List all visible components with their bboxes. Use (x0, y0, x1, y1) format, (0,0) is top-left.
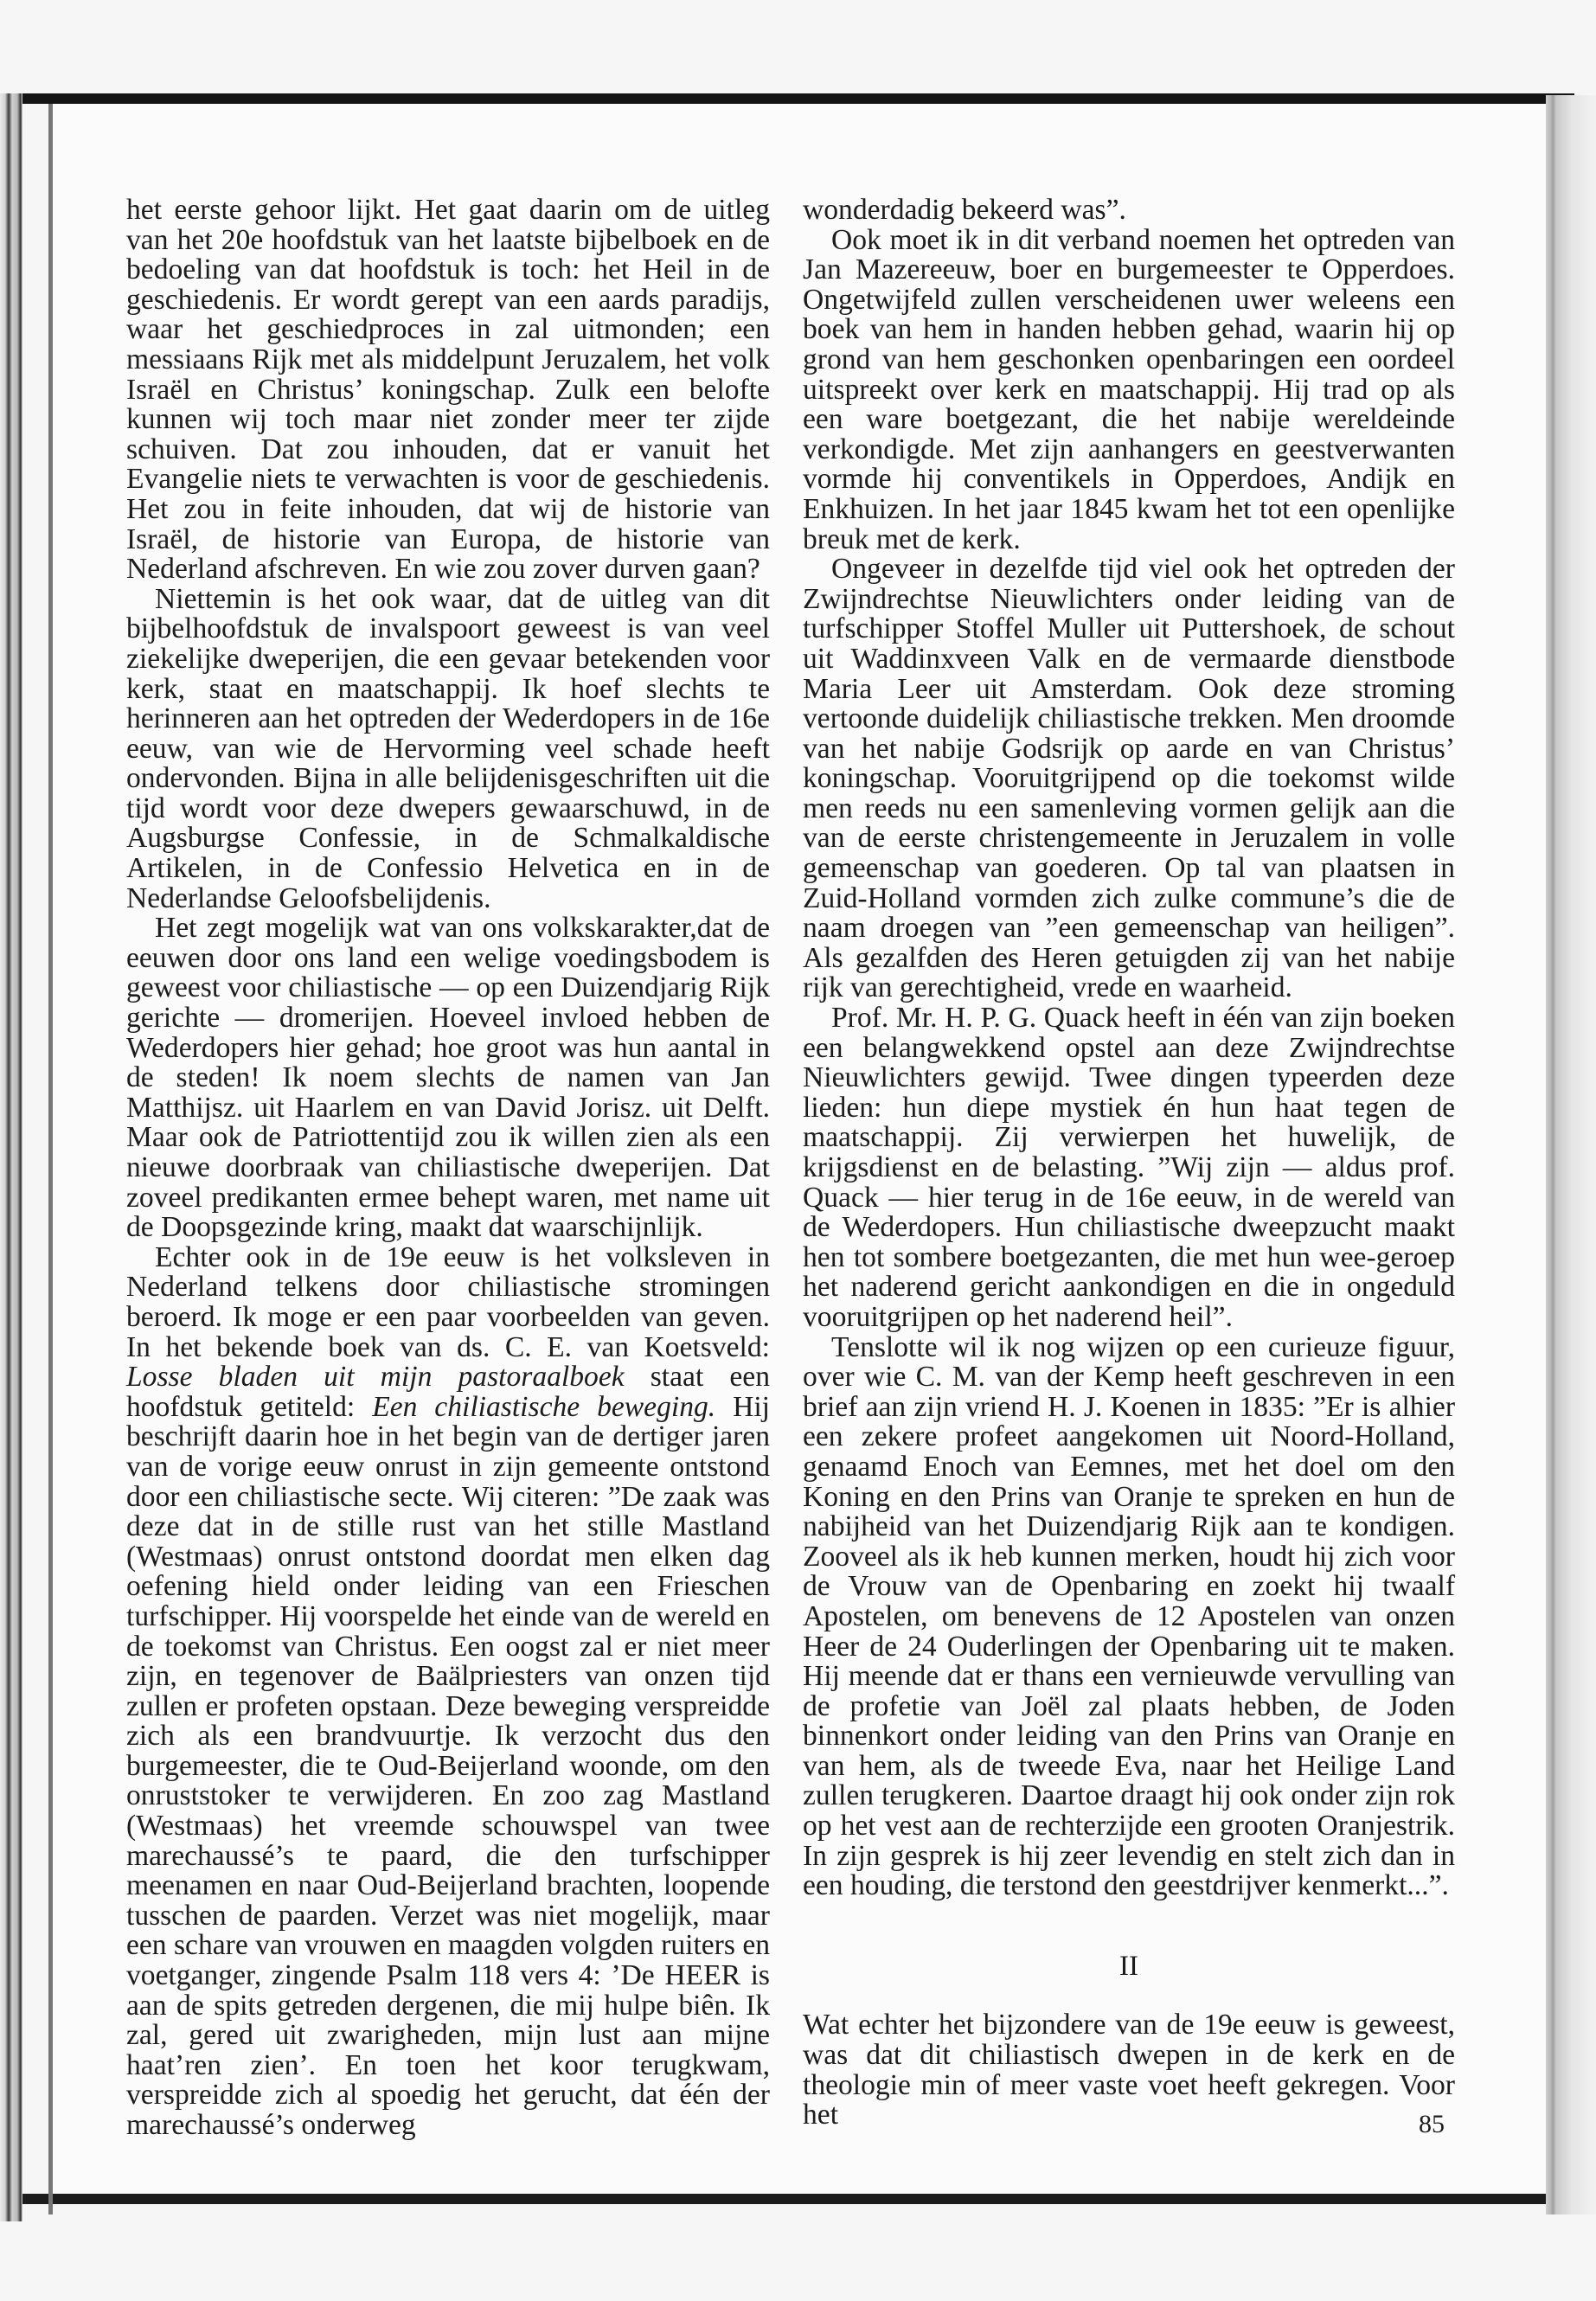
book-title: Losse bladen uit mijn pastoraalboek (126, 1361, 625, 1394)
right-paragraph-4: Prof. Mr. H. P. G. Quack heeft in één van zijn boeken een belangwekkend opstel aan deze Zwijndrechtse Nieuwlichters gewijd. Twee dingen typeerden deze lieden: hun diepe mystiek én hun haat tegen de maatschappij. Zij verwierpen het huwelijk, de krijgsdienst en de belasting. ”Wij zijn — aldus prof. Quack — hier terug in de 16e eeuw, in de wereld van de Wederdopers. Hun chiliastische dweepzucht maakt hen tot sombere boetgezanten, die met hun wee-geroep het naderend gericht aankondigen en die in ongeduld vooruitgrijpen op het naderend heil”. (803, 1002, 1455, 1333)
left-paragraph-2: Niettemin is het ook waar, dat de uitleg van dit bijbelhoofdstuk de invalspoort geweest is van veel ziekelijke dweperijen, die een gevaar betekenden voor kerk, staat en maatschappij. Ik hoef slechts te herinneren aan het optreden der Wederdopers in de 16e eeuw, van wie de Hervorming veel schade heeft ondervonden. Bijna in alle belijdenisgeschriften uit die tijd wordt voor deze dwepers gewaarschuwd, in de Augsburgse Confessie, in de Schmalkaldische Artikelen, in de Confessio Helvetica en in de Nederlandse Geloofsbelijdenis. (126, 582, 770, 914)
section-heading: II (1119, 1950, 1138, 1982)
right-paragraph-6: Wat echter het bijzondere van de 19e eeuw is geweest, was dat dit chiliastisch dwepen in de kerk en de theologie min of meer vaste voet heeft gekregen. Voor het (803, 2009, 1455, 2131)
left-text-column (126, 195, 770, 2141)
right-paragraph-3: Ongeveer in dezelfde tijd viel ook het optreden der Zwijndrechtse Nieuwlichters onder leiding van de turfschipper Stoffel Muller uit Puttershoek, de schout uit Waddinxveen Valk en de vermaarde dienstbode Maria Leer uit Amsterdam. Ook deze stroming vertoonde duidelijk chiliastische trekken. Men droomde van het nabije Godsrijk op aarde en van Christus’ koningschap. Vooruitgrijpend op die toekomst wilde men reeds nu een samenleving vormen gelijk aan die van de eerste christengemeente in Jeruzalem in volle gemeenschap van goederen. Op tal van plaatsen in Zuid-Holland vormden zich zulke commune’s die de naam droegen van ”een gemeenschap van heiligen”. Als gezalfden des Heren getuigden zij van het nabije rijk van gerechtigheid, vrede en waarheid. (803, 553, 1455, 1004)
p4-text-c: Hij beschrijft daarin hoe in het begin van de dertiger jaren van de vorige eeuw onrust in zijn gemeente ontstond door een chiliastische secte. Wij citeren: ”De zaak was deze dat in de stille rust van het stille Mastland (Westmaas) onrust ontstond doordat men elken dag oefening hield onder leiding van een Frieschen turfschipper. Hij voorspelde het einde van de wereld en de toekomst van Christus. Een oogst zal er niet meer zijn, en tegenover de Baälpriesters van onzen tijd zullen er profeten opstaan. Deze beweging verspreidde zich als een brandvuurtje. Ik verzocht dus den burgemeester, die te Oud-Beijerland woonde, om den onruststoker te verwijderen. En zoo zag Mastland (Westmaas) het vreemde schouwspel van twee marechaussé’s te paard, die den turfschipper meenamen en naar Oud-Beijerland brachten, loopende tusschen de paarden. Verzet was niet mogelijk, maar een schare van vrouwen en maagden volgden ruiters en voetganger, zingende Psalm 118 vers 4: ’De HEER is aan de spits getreden dergenen, die mij hulpe biên. Ik zal, gered uit zwarigheden, mijn lust aan mijne haat’ren zien’. En toen het koor terugkwam, verspreidde zich al spoedig het gerucht, dat één der marechaussé’s onderweg (126, 1390, 771, 2141)
right-paragraph-5: Tenslotte wil ik nog wijzen op een curieuze figuur, over wie C. M. van der Kemp heeft geschreven in een brief aan zijn vriend H. J. Koenen in 1835: ”Er is alhier een zekere profeet aangekomen uit Noord-Holland, genaamd Enoch van Eemnes, met het doel om den Koning en den Prins van Oranje te spreken en hun de nabijheid van het Duizendjarig Rijk aan te kondigen. Zooveel als ik heb kunnen merken, houdt hij zich voor de Vrouw van de Openbaring en zoekt hij twaalf Apostelen, om benevens de 12 Apostelen van onzen Heer de 24 Ouderlingen der Openbaring uit te maken. Hij meende dat er thans een vernieuwde vervulling van de profetie van Joël zal plaats hebben, de Joden binnenkort onder leiding van den Prins van Oranje en van hem, als de tweede Eva, naar het Heilige Land zullen terugkeren. Daartoe draagt hij ook onder zijn rok op het vest aan de rechterzijde een grooten Oranjestrik. In zijn gesprek is hij zeer levendig en stelt zich dan in een houding, die terstond den geestdrijver kenmerkt...”. (803, 1330, 1455, 1902)
right-page-edge (1546, 95, 1596, 2214)
bottom-scan-border (17, 2194, 1574, 2204)
left-paragraph-1: het eerste gehoor lijkt. Het gaat daarin om de uitleg van het 20e hoofdstuk van het laatste bijbelboek en de bedoeling van dat hoofdstuk is toch: het Heil in de geschiedenis. Er wordt gerept van een aards paradijs, waar het geschiedproces in zal uitmonden; een messiaans Rijk met als middelpunt Jeruzalem, het volk Israël en Christus’ koningschap. Zulk een belofte kunnen wij toch maar niet zonder meer ter zijde schuiven. Dat zou inhouden, dat er vanuit het Evangelie niets te verwachten is voor de geschiedenis. Het zou in feite inhouden, dat wij de historie van Israël, de historie van Europa, de historie van Nederland afschreven. En wie zou zover durven gaan? (126, 194, 770, 586)
top-scan-border (17, 93, 1574, 104)
chapter-title: Een chiliastische beweging. (372, 1390, 716, 1423)
left-margin-line (48, 104, 53, 2214)
left-paragraph-3: Het zegt mogelijk wat van ons volkskarakter,dat de eeuwen door ons land een welige voedingsbodem is geweest voor chiliastische — op een Duizendjarig Rijk gerichte — dromerijen. Hoeveel invloed hebben de Wederdopers hier gehad; hoe groot was hun aantal in de steden! Ik noem slechts de namen van Jan Matthijsz. uit Haarlem en van David Jorisz. uit Delft. Maar ook de Patriottentijd zou ik willen zien als een nieuwe doorbraak van chiliastische dweperijen. Dat zoveel predikanten ermee behept waren, met name uit de Doopsgezinde kring, maakt dat waarschijnlijk. (126, 912, 770, 1244)
right-paragraph-1: wonderdadig bekeerd was”. (803, 194, 1126, 226)
p4-text-a: Echter ook in de 19e eeuw is het volksleven in Nederland telkens door chiliastische stromingen beroerd. Ik moge er een paar voorbeelden van geven. In het bekende boek van ds. C. E. van Koetsveld: (126, 1240, 770, 1363)
page-number: 85 (1419, 2110, 1445, 2138)
left-binding-edge (0, 93, 22, 2221)
p4-text-b: staat een hoofdstuk getiteld: (126, 1361, 770, 1423)
right-paragraph-2: Ook moet ik in dit verband noemen het optreden van Jan Mazereeuw, boer en burgemeester te Opperdoes. Ongetwijfeld zullen verscheidenen uwer weleens een boek van hem in handen hebben gehad, waarin hij op grond van hem geschonken openbaringen een oordeel uitspreekt over kerk en maatschappij. Hij trad op als een ware boetgezant, die het nabije wereldeinde verkondigde. Met zijn aanhangers en geestverwanten vormde hij conventikels in Opperdoes, Andijk en Enkhuizen. In het jaar 1845 kwam het tot een openlijke breuk met de kerk. (803, 223, 1455, 555)
right-text-column (803, 195, 1455, 2131)
left-paragraph-4 (126, 1240, 771, 2141)
